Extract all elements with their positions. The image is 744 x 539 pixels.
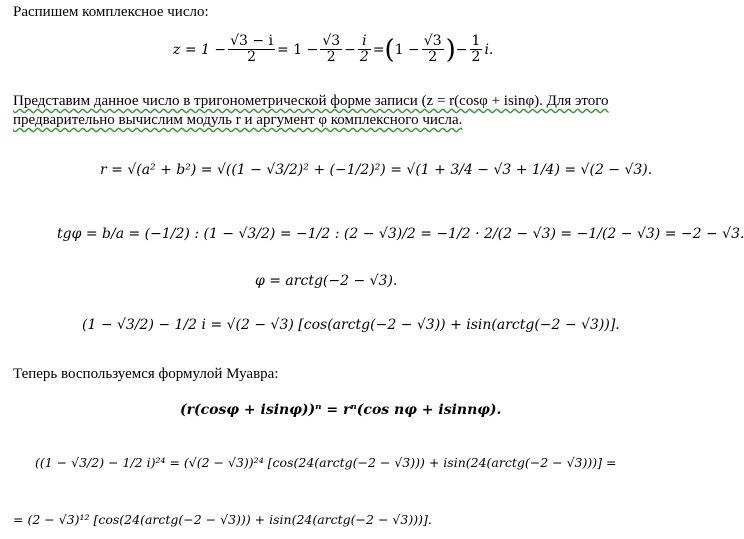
equation-power-line1: ((1 − √3/2) − 1/2 i)²⁴ = (√(2 − √3))²⁴ [cos(24(arctg(−2 − √3))) + isin(24(arctg(−2 − √3)))] = xyxy=(35,455,617,470)
eq-z-mid: = 1 − xyxy=(277,41,319,58)
heading-moivre: Теперь воспользуемся формулой Муавра: xyxy=(13,366,279,382)
eq-z-lhs: z = 1 − xyxy=(173,41,227,58)
fraction-2: $\frac{√3}{2}$ xyxy=(322,33,341,66)
equation-modulus-r: r = √(a² + b²) = √((1 − √3/2)² + (−1/2)²) = √(1 + 3/4 − √3 + 1/4) = √(2 − √3). xyxy=(100,162,653,178)
equation-tangent: tgφ = b/a = (−1/2) : (1 − √3/2) = −1/2 : (2 − √3)/2 = −1/2 · 2/(2 − √3) = −1/(2 − √3) = −2 − √3. xyxy=(57,226,744,242)
paragraph-trig-form-line1: Представим данное число в тригонометрической форме записи (z = r(cosφ + isinφ). Для этого xyxy=(13,93,609,109)
equation-power-line2: = (2 − √3)¹² [cos(24(arctg(−2 − √3))) + isin(24(arctg(−2 − √3)))]. xyxy=(13,512,432,527)
equation-phi: φ = arctg(−2 − √3). xyxy=(255,273,398,289)
equation-z: z = 1 − $\frac{√3 - i}{2}$ = 1 − $\frac{√3}{2}$ − $\frac{i}{2}$ = ( 1 − $\frac{√3}{2}$ ) − $\frac{1}{2}$ i. xyxy=(173,33,494,66)
fraction-4: $\frac{√3}{2}$ xyxy=(423,33,442,66)
heading-complex-number: Распишем комплексное число: xyxy=(13,4,209,20)
fraction-1: $\frac{√3 - i}{2}$ xyxy=(230,33,274,66)
equation-moivre: (r(cosφ + isinφ))ⁿ = rⁿ(cos nφ + isinnφ). xyxy=(180,402,502,418)
equation-trig-form: (1 − √3/2) − 1/2 i = √(2 − √3) [cos(arctg(−2 − √3)) + isin(arctg(−2 − √3))]. xyxy=(82,317,620,333)
paragraph-trig-form-line2: предварительно вычислим модуль r и аргумент φ комплексного числа. xyxy=(13,112,463,128)
fraction-3: $\frac{i}{2}$ xyxy=(359,33,369,66)
fraction-5: $\frac{1}{2}$ xyxy=(471,33,481,66)
